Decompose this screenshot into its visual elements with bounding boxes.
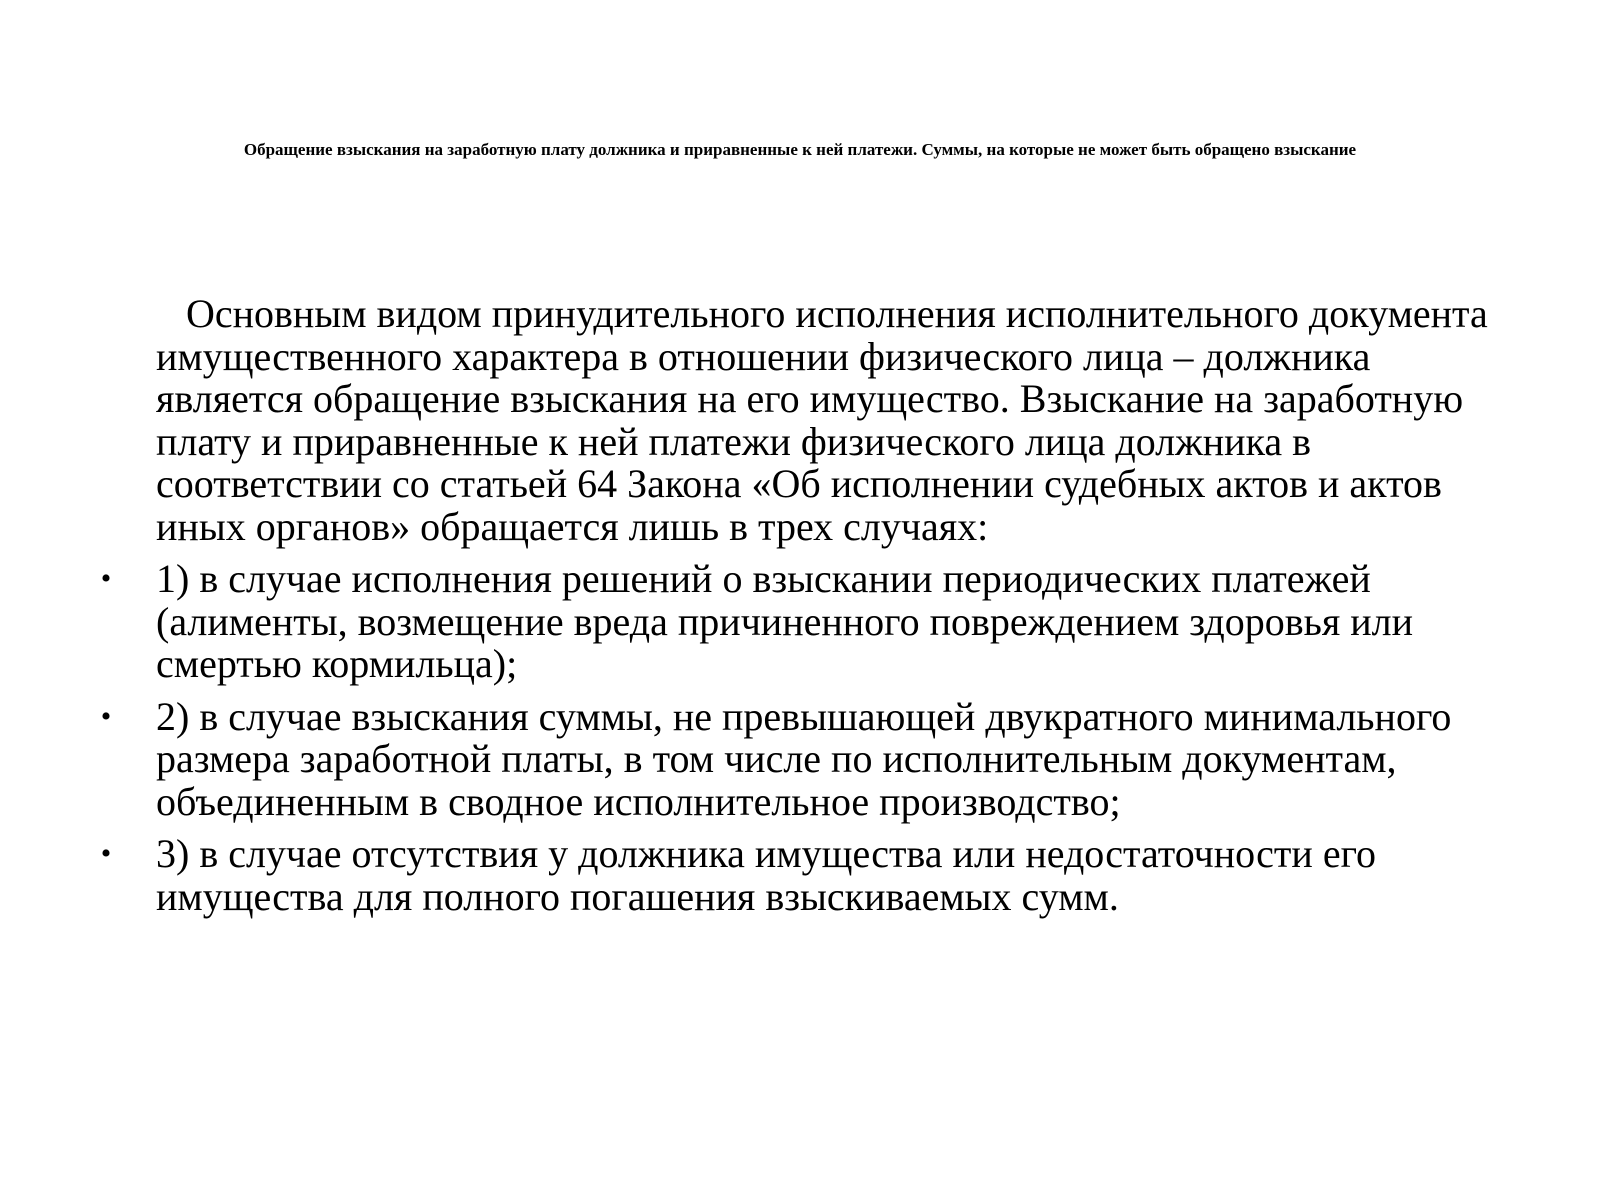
intro-paragraph: Основным видом принудительного исполнения исполнительного документа имущественного характера в отношении физического лица – должника является обращение взыскания на его имущество. Взыскание на заработную плату и приравненные к ней платежи физического лица должника в соответствии со статьей 64 Закона «Об исполнении судебных актов и актов иных органов» обращается лишь в трех случаях:	[156, 291, 1488, 549]
list-item-text: 1) в случае исполнения решений о взыскании периодических платежей (алименты, возмещение вреда причиненного повреждением здоровья или смертью кормильца);	[156, 556, 1413, 686]
list-item	[100, 556, 1516, 686]
bullet-icon: •	[100, 837, 112, 870]
slide-title: Обращение взыскания на заработную плату должника и приравненные к ней платежи. Суммы, на которые не может быть обращено взыскание	[243, 140, 1357, 159]
list-item	[100, 831, 1516, 919]
bullet-icon: •	[100, 699, 112, 733]
slide-body	[100, 291, 1516, 919]
list-item	[100, 693, 1516, 824]
case-list	[100, 556, 1516, 919]
list-item-text: 3) в случае отсутствия у должника имущества или недостаточности его имущества для полного погашения взыскиваемых сумм.	[156, 831, 1376, 919]
list-item-text: 2) в случае взыскания суммы, не превышающей двукратного минимального размера заработной платы, в том числе по исполнительным документам, объединенным в сводное исполнительное производство;	[156, 693, 1452, 824]
bullet-icon: •	[100, 562, 112, 595]
